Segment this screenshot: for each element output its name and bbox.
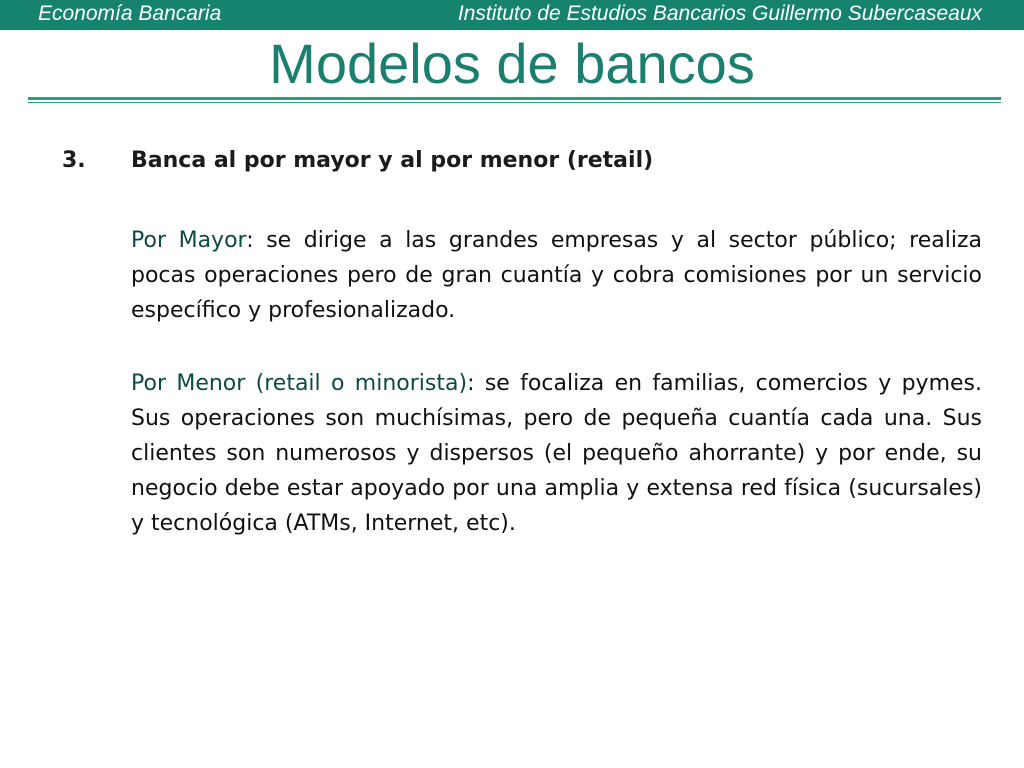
section-number: 3. xyxy=(62,148,86,173)
section-heading-text: Banca al por mayor y al por menor (retail) xyxy=(131,148,654,173)
paragraph-por-menor-text: : se focaliza en familias, comercios y pymes. Sus operaciones son muchísimas, pero de pequeña cuantía cada una. Sus clientes son numerosos y dispersos (el pequeño ahorrante) y por ende, su negocio debe estar apoyado por una amplia y extensa red física (sucursales) y tecnológica (ATMs, Internet, etc). xyxy=(131,371,982,536)
paragraph-por-mayor xyxy=(131,223,982,328)
slide-title: Modelos de bancos xyxy=(269,32,755,95)
header-institute-label: Instituto de Estudios Bancarios Guillermo Subercaseaux xyxy=(457,2,982,25)
header-course-label: Economía Bancaria xyxy=(38,2,222,25)
header-bar xyxy=(0,0,1024,30)
title-divider-thin xyxy=(28,102,1001,103)
title-divider xyxy=(28,97,1001,100)
paragraph-por-mayor-text: : se dirige a las grandes empresas y al sector público; realiza pocas operaciones pero de gran cuantía y cobra comisiones por un servicio específico y profesionalizado. xyxy=(131,228,982,323)
paragraph-por-menor xyxy=(131,366,982,541)
term-por-mayor: Por Mayor xyxy=(131,228,247,253)
term-por-menor: Por Menor (retail o minorista) xyxy=(131,371,468,396)
slide-content xyxy=(62,145,982,541)
section-heading xyxy=(62,145,982,177)
